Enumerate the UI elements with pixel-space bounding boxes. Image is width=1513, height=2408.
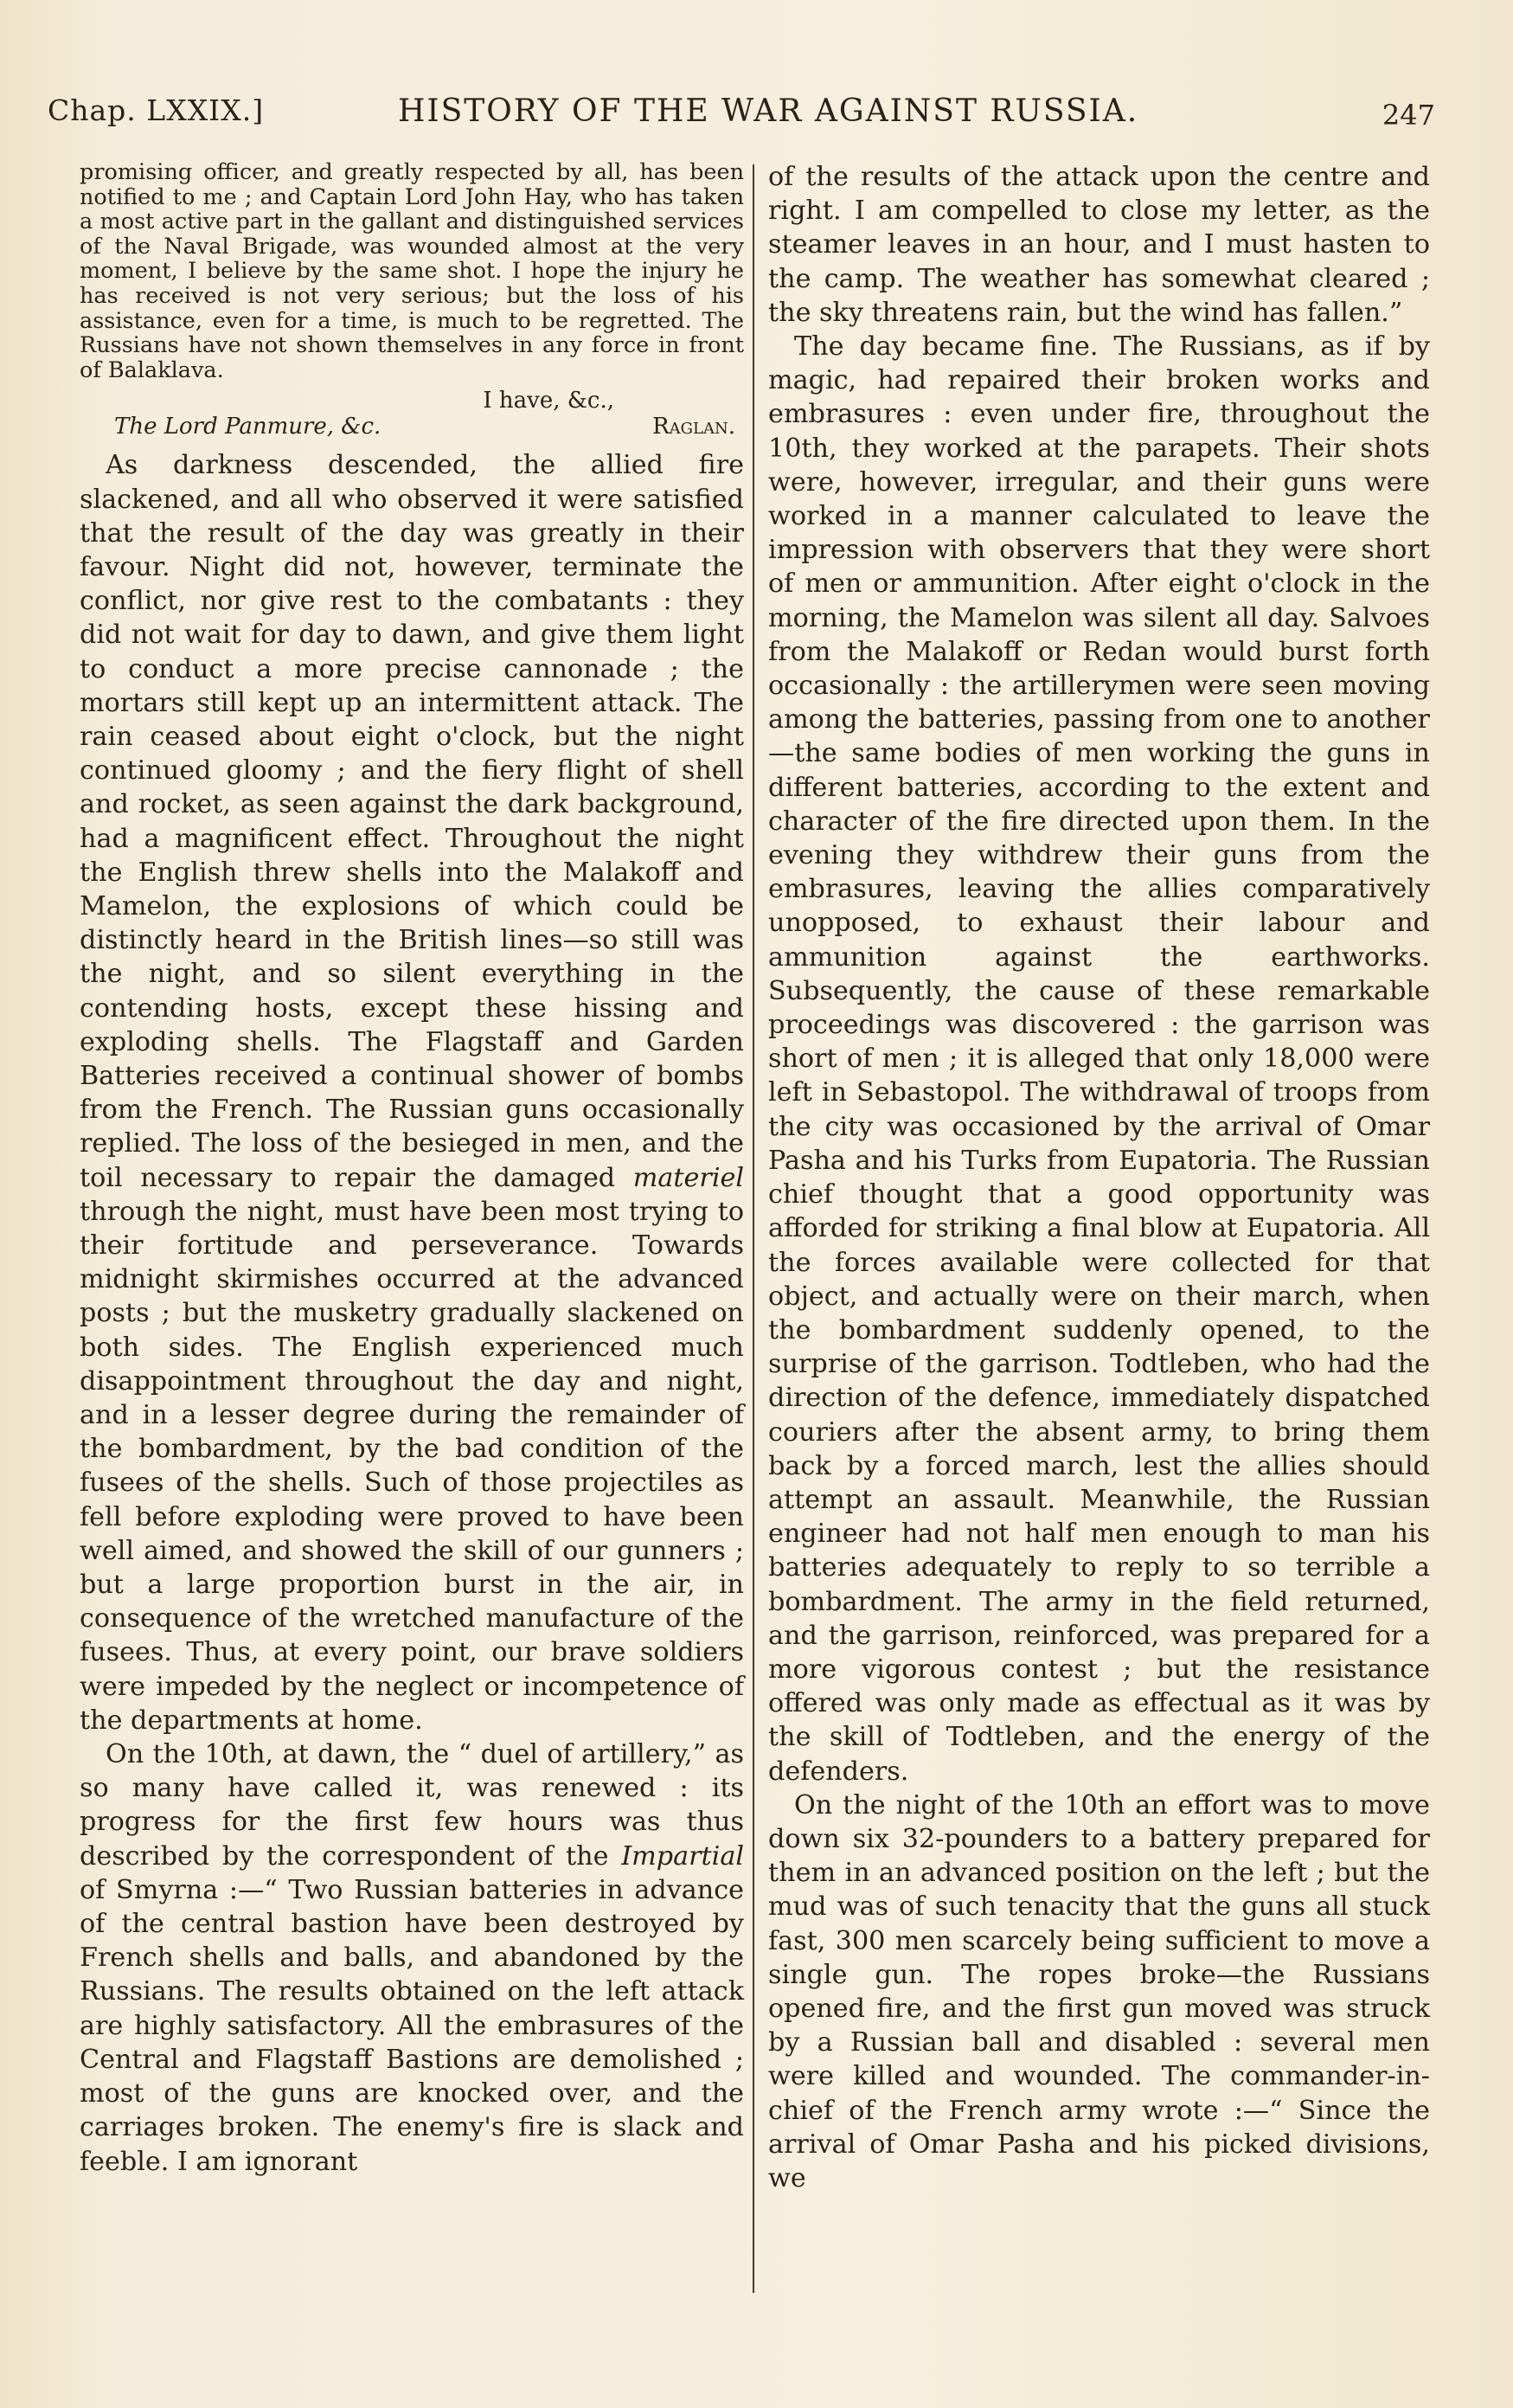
paragraph: of the results of the attack upon the centre and right. I am compelled to close my letter, as the steamer leaves in an hour, and I must hasten to the camp. The weather has somewhat cleared ; the sky threatens rain, but the wind has fallen.”	[768, 162, 1430, 328]
paragraph-text: of Smyrna :—“ Two Russian batteries in advance of the central bastion have been destroyed by French shells and balls, and abandoned by the Russians. The results obtained on the left attack are highly satisfactory. All the embrasures of the Central and Flagstaff Bastions are demolished ; most of the guns are knocked over, and the carriages broken. The enemy's fire is slack and feeble. I am ignorant	[80, 1874, 744, 2177]
paragraph-text: As darkness descended, the allied fire slackened, and all who observed it were satisfied that the result of the day was greatly in their favour. Night did not, however, terminate the conflict, nor give rest to the combatants : they did not wait for day to dawn, and give them light to conduct a more precise cannonade ; the mortars still kept up an intermittent attack. The rain ceased about eight o'clock, but the night continued gloomy ; and the fiery flight of shell and rocket, as seen against the dark background, had a magnificent effect. Throughout the night the English threw shells into the Malakoff and Mamelon, the explosions of which could be distinctly heard in the British lines—so still was the night, and so silent everything in the contending hosts, except these hissing and exploding shells. The Flagstaff and Garden Batteries received a continual shower of bombs from the French. The Russian guns occasionally replied. The loss of the besieged in men, and the toil necessary to repair the damaged	[80, 450, 744, 1193]
paragraph: The day became fine. The Russians, as if by magic, had repaired their broken works and embrasures : even under fire, throughout the 10th, they worked at the parapets. Their shots were, however, irregular, and their guns were worked in a manner calculated to leave the impression with observers that they were short of men or ammunition. After eight o'clock in the morning, the Mamelon was silent all day. Salvoes from the Malakoff or Redan would burst forth occasionally : the artillerymen were seen moving among the batteries, passing from one to another—the same bodies of men working the guns in different batteries, according to the extent and character of the fire directed upon them. In the evening they withdrew their guns from the embrasures, leaving the allies comparatively unopposed, to exhaust their labour and ammunition against the earthworks. Subsequently, the cause of these remarkable proceedings was discovered : the garrison was short of men ; it is alleged that only 18,000 were left in Sebastopol. The withdrawal of troops from the city was occasioned by the arrival of Omar Pasha and his Turks from Eupatoria. The Russian chief thought that a good opportunity was afforded for striking a final blow at Eupatoria. All the forces available were collected for that object, and actually were on their march, when the bombardment suddenly opened, to the surprise of the garrison. Todtleben, who had the direction of the defence, immediately dispatched couriers after the absent army, to bring them back by a forced march, lest the allies should attempt an assault. Meanwhile, the Russian engineer had not half men enough to man his batteries adequately to reply to so terrible a bombardment. The army in the field returned, and the garrison, reinforced, was prepared for a more vigorous contest ; but the resistance offered was only made as effectual as it was by the skill of Todtleben, and the energy of the defenders.	[768, 331, 1430, 1787]
paragraph	[80, 448, 744, 1737]
letter-excerpt: promising officer, and greatly respected by all, has been notified to me ; and Captain Lord John Hay, who has taken a most active part in the gallant and distinguished services of the Naval Brigade, was wounded almost at the very moment, I believe by the same shot. I hope the injury he has received is not very serious; but the loss of his assistance, even for a time, is much to be regretted. The Russians have not shown themselves in any force in front of Balaklava.	[80, 159, 744, 383]
letter-closing: I have, &c.,	[483, 388, 614, 414]
chapter-label: Chap. LXXIX.]	[48, 93, 265, 127]
letter-signature-row	[80, 414, 744, 440]
paragraph-text: through the night, must have been most trying to their fortitude and perseverance. Towards midnight skirmishes occurred at the advanced posts ; but the musketry gradually slackened on both sides. The English experienced much disappointment throughout the day and night, and in a lesser degree during the remainder of the bombardment, by the bad condition of the fusees of the shells. Such of those projectiles as fell before exploding were proved to have been well aimed, and showed the skill of our gunners ; but a large proportion burst in the air, in consequence of the wretched manufacture of the fusees. Thus, at every point, our brave soldiers were impeded by the neglect or incompetence of the departments at home.	[80, 1196, 744, 1736]
paragraph	[80, 1737, 744, 2179]
column-divider	[753, 164, 754, 2293]
page-number: 247	[1382, 99, 1435, 132]
letter-signature: Raglan.	[652, 414, 735, 440]
italic-term: Impartial	[621, 1840, 744, 1872]
running-title: HISTORY OF THE WAR AGAINST RUSSIA.	[398, 93, 1139, 129]
letter-addressee: The Lord Panmure, &c.	[114, 414, 381, 440]
paragraph-text: On the 10th, at dawn, the “ duel of artillery,” as so many have called it, was renewed : its progress for the first few hours was thus described by the correspondent of the	[80, 1739, 744, 1872]
running-header	[48, 93, 1435, 145]
left-column	[80, 160, 744, 2179]
italic-term: materiel	[632, 1162, 744, 1193]
paragraph: On the night of the 10th an effort was to move down six 32-pounders to a battery prepared for them in an advanced position on the left ; but the mud was of such tenacity that the guns all stuck fast, 300 men scarcely being sufficient to move a single gun. The ropes broke—the Russians opened fire, and the first gun moved was struck by a Russian ball and disabled : several men were killed and wounded. The commander-in-chief of the French army wrote :—“ Since the arrival of Omar Pasha and his picked divisions, we	[768, 1789, 1430, 2193]
right-column	[768, 160, 1430, 2195]
